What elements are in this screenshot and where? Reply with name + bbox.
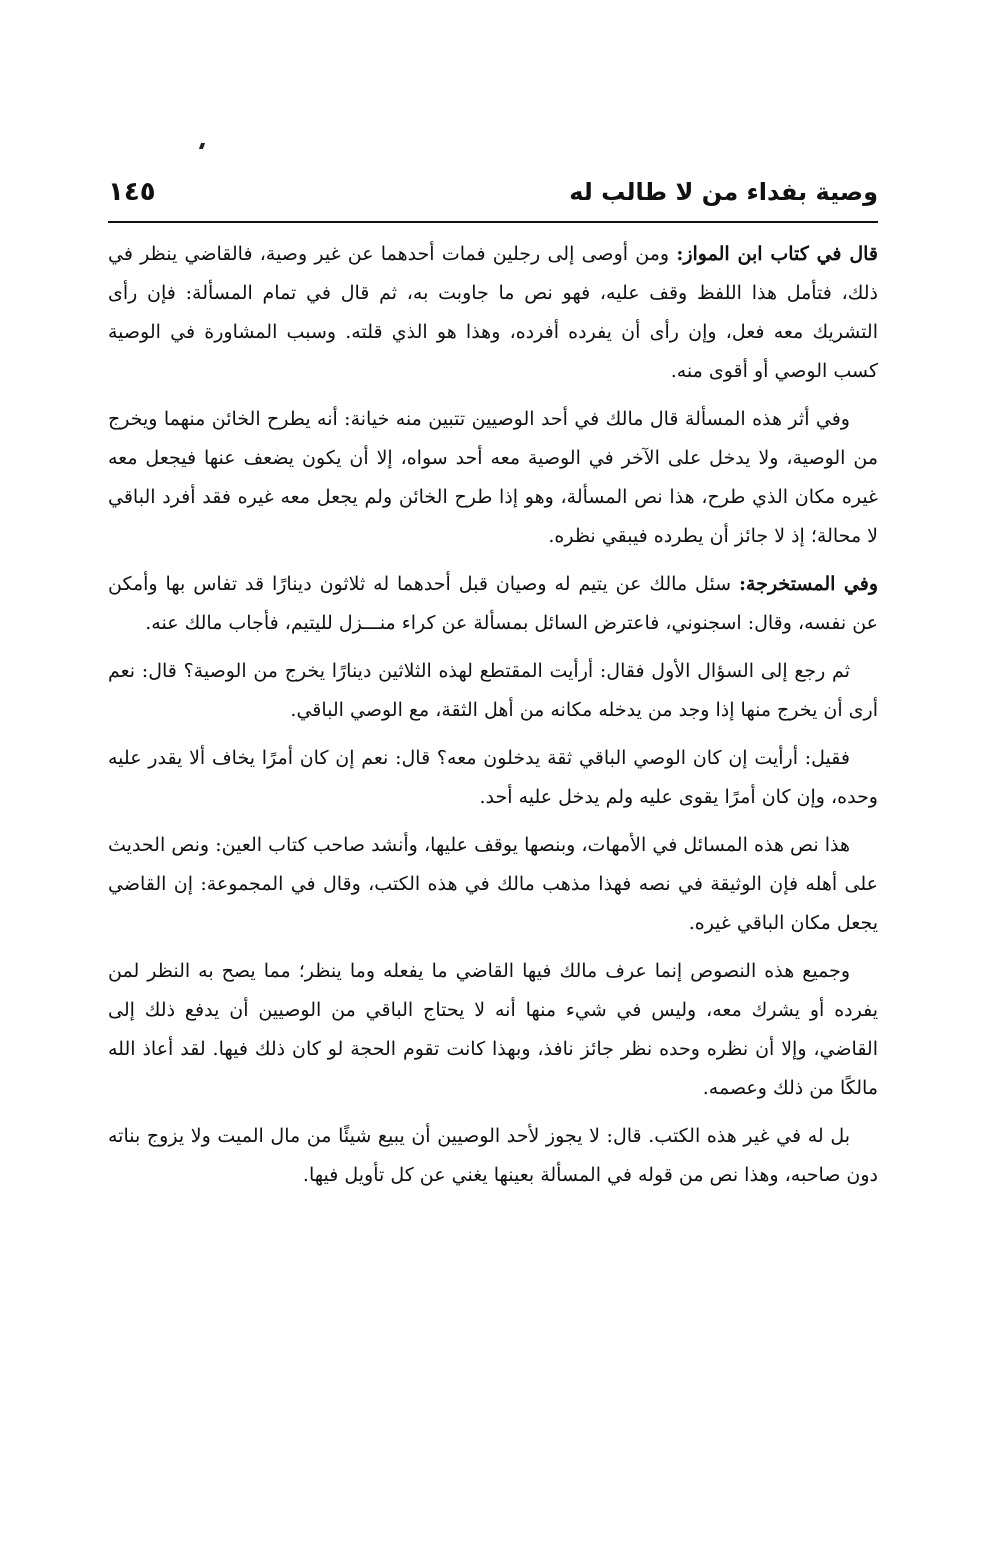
- paragraph: [108, 565, 878, 643]
- paragraph: [108, 652, 878, 730]
- body-text: [108, 235, 878, 1204]
- paragraph-text: وفي أثر هذه المسألة قال مالك في أحد الوصيين تتبين منه خيانة: أنه يطرح الخائن منهما ويخرج من الوصية، ولا يدخل على الآخر في الوصية معه أحد سواه، إلا أن يكون يضعف عنها فيجعل معه غيره مكان الذي طرح، هذا نص المسألة، وهو إذا طرح الخائن ولم يجعل معه غيره فقد أفرد الباقي لا محالة؛ إذ لا جائز أن يطرده فيبقي نظره.: [108, 408, 878, 547]
- page-number: ١٤٥: [108, 177, 156, 207]
- paragraph: [108, 952, 878, 1108]
- paragraph: [108, 235, 878, 391]
- paragraph-text: ثم رجع إلى السؤال الأول فقال: أرأيت المقتطع لهذه الثلاثين دينارًا يخرج من الوصية؟ قال: نعم أرى أن يخرج منها إذا وجد من يدخله مكانه من أهل الثقة، مع الوصي الباقي.: [108, 660, 878, 721]
- header-rule: [108, 221, 878, 223]
- paragraph-text: هذا نص هذه المسائل في الأمهات، وبنصها يوقف عليها، وأنشد صاحب كتاب العين: ونص الحديث على أهله فإن الوثيقة في نصه فهذا مذهب مالك في هذه الكتب، وقال في المجموعة: إن القاضي يجعل مكان الباقي غيره.: [108, 834, 878, 934]
- paragraph-text: فقيل: أرأيت إن كان الوصي الباقي ثقة يدخلون معه؟ قال: نعم إن كان أمرًا يخاف ألا يقدر عليه وحده، وإن كان أمرًا يقوى عليه ولم يدخل عليه أحد.: [108, 747, 878, 808]
- paragraph-text: وجميع هذه النصوص إنما عرف مالك فيها القاضي ما يفعله وما ينظر؛ مما يصح به النظر لمن يفرده أو يشرك معه، وليس في شيء منها أنه لا يحتاج الباقي من الوصيين أن يدفع ذلك إلى القاضي، وإلا أن نظره وحده نظر جائز نافذ، وبهذا كانت تقوم الحجة لو كان ذلك فيها. لقد أعاذ الله مالكًا من ذلك وعصمه.: [108, 960, 878, 1099]
- page-header: [108, 172, 878, 212]
- running-title: وصية بفداء من لا طالب له: [569, 178, 878, 206]
- scan-mark: [199, 143, 205, 149]
- paragraph-text: بل له في غير هذه الكتب. قال: لا يجوز لأحد الوصيين أن يبيع شيئًا من مال الميت ولا يزوج بناته دون صاحبه، وهذا نص من قوله في المسألة بعينها يغني عن كل تأويل فيها.: [108, 1125, 878, 1186]
- paragraph-text: ومن أوصى إلى رجلين فمات أحدهما عن غير وصية، فالقاضي ينظر في ذلك، فتأمل هذا اللفظ وقف عليه، فهو نص ما جاوبت به، ثم قال في تمام المسألة: فإن رأى التشريك معه فعل، وإن رأى أن يفرده أفرده، وهذا هو الذي قلته. وسبب المشاورة في الوصية كسب الوصي أو أقوى منه.: [108, 243, 878, 382]
- paragraph-lead: وفي المستخرجة:: [739, 573, 878, 595]
- paragraph-text: سئل مالك عن يتيم له وصيان قبل أحدهما له ثلاثون دينارًا قد تفاس بها وأمكن عن نفسه، وقال: اسجنوني، فاعترض السائل بمسألة عن كراء منـــزل لليتيم، فأجاب مالك عنه.: [108, 573, 878, 634]
- paragraph: [108, 826, 878, 943]
- paragraph: [108, 1117, 878, 1195]
- paragraph: [108, 400, 878, 556]
- paragraph: [108, 739, 878, 817]
- paragraph-lead: قال في كتاب ابن المواز:: [676, 243, 879, 265]
